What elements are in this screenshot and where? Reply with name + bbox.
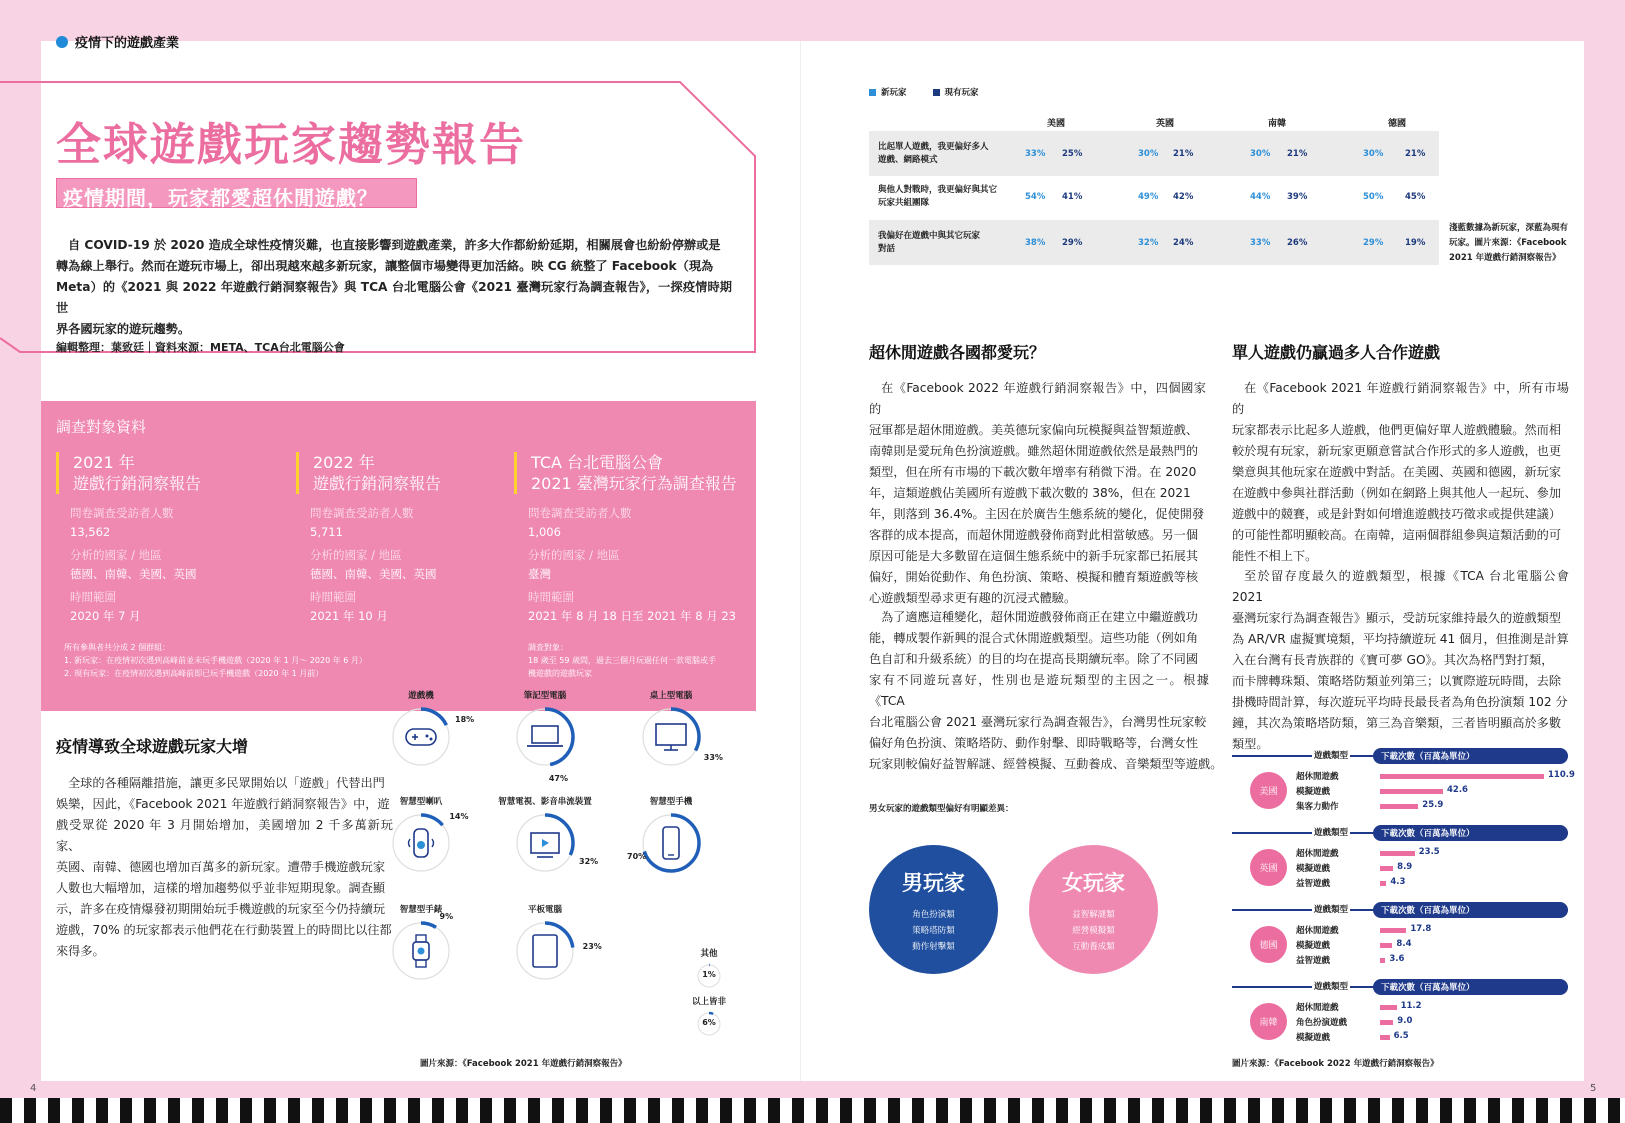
- bar-label: 超休閒遊戲: [1296, 849, 1339, 859]
- device-percent: 33%: [703, 753, 723, 763]
- col-value: 13,562: [70, 525, 111, 539]
- text-line: 年，這類遊戲佔美國所有遊戲下載次數的 38%，但在 2021: [869, 486, 1191, 500]
- bar-label: 集客力動作: [1296, 802, 1339, 812]
- col-label: 問卷調查受訪者人數: [310, 506, 414, 520]
- text-line: 類型，但在所有市場的下載次數年增率有稍微下滑。在 2020: [869, 465, 1197, 479]
- survey-column: [56, 452, 266, 626]
- text-line: 玩家則較偏好益智解謎、經營模擬、互動養成、音樂類型等遊戲。: [869, 757, 1223, 771]
- device-percent: 9%: [439, 911, 454, 921]
- female-item: 益智解謎類: [1072, 910, 1115, 920]
- table-new-value: 44%: [1250, 192, 1271, 202]
- bar-value: 6.5: [1393, 1031, 1409, 1041]
- col-value: 2021 年 10 月: [310, 609, 388, 623]
- bar: [1380, 1005, 1397, 1010]
- bar: [1380, 958, 1385, 963]
- question-line: 玩家共組團隊: [878, 198, 930, 208]
- group-header-pill: 下載次數（百萬為單位）: [1373, 748, 1568, 764]
- col-label: 分析的國家 / 地區: [528, 548, 620, 562]
- table-existing-value: 42%: [1173, 192, 1194, 202]
- col-label: 分析的國家 / 地區: [70, 548, 162, 562]
- smartphone-icon: [663, 827, 679, 859]
- text-line: 樂意與其他玩家在遊戲中對話。在美國、英國和德國，新玩家: [1232, 465, 1562, 479]
- growth-heading: 疫情導致全球遊戲玩家大增: [56, 737, 249, 756]
- bar: [1380, 928, 1406, 933]
- group-header-label: 遊戲類型: [1314, 828, 1349, 838]
- note-line: 調查對象：: [528, 643, 568, 652]
- col-title-line: 2021 臺灣玩家行為調查報告: [531, 474, 737, 493]
- col-value: 臺灣: [528, 567, 551, 581]
- table-existing-value: 45%: [1405, 192, 1426, 202]
- note-line: 機遊戲的遊戲玩家: [528, 669, 592, 678]
- text-line: 冠軍都是超休閒遊戲。美英德玩家偏向玩模擬與益智類遊戲、: [869, 423, 1199, 437]
- bar-label: 模擬遊戲: [1296, 864, 1331, 874]
- bar-value: 25.9: [1422, 800, 1444, 810]
- bar-value: 11.2: [1400, 1001, 1422, 1011]
- bar: [1380, 943, 1392, 948]
- device-ring: [383, 913, 459, 989]
- male-circle: [869, 845, 998, 974]
- bar-label: 超休閒遊戲: [1296, 1003, 1339, 1013]
- device-percent: 47%: [548, 774, 569, 784]
- growth-text: [56, 773, 393, 962]
- bar-label: 模擬遊戲: [1296, 787, 1331, 797]
- device-percent: 23%: [582, 941, 602, 951]
- intro-line: 轉為線上舉行。然而在遊玩市場上，卻出現越來越多新玩家，讓整個市場變得更加活絡。映 CG 統整了 Facebook（現為: [56, 259, 714, 273]
- country-badge: 美國: [1250, 772, 1287, 809]
- legend: [869, 86, 979, 98]
- gamepad-icon: [406, 729, 436, 745]
- intro-line: 界各國玩家的遊玩趨勢。: [56, 322, 191, 336]
- col-value: 5,711: [310, 525, 343, 539]
- bar-value: 42.6: [1446, 785, 1468, 795]
- note-line: 18 歲至 59 歲間，過去三個月玩過任何一款電腦或手: [528, 656, 716, 665]
- note-line: 2021 年遊戲行銷洞察報告》: [1449, 253, 1561, 263]
- col-value: 德國、南韓、美國、英國: [70, 567, 197, 581]
- page-gutter: [800, 41, 801, 1081]
- survey-column-title: [56, 452, 266, 494]
- growth-line: 全球的各種隔離措施，讓更多民眾開始以「遊戲」代替出門: [68, 776, 385, 790]
- col-title-line: 2021 年: [73, 453, 135, 472]
- tablet-icon: [533, 935, 557, 967]
- device-label: 筆記型電腦: [523, 691, 567, 701]
- col-label: 分析的國家 / 地區: [310, 548, 402, 562]
- bar-label: 角色扮演遊戲: [1296, 1018, 1348, 1028]
- text-line: 而卡牌轉珠類、策略塔防類並列第三；以實際遊玩時間，去除: [1232, 674, 1562, 688]
- text-line: 入在台灣有長青族群的《寶可夢 GO》。其次為格鬥對打類，: [1232, 653, 1554, 667]
- question-line: 與他人對戰時，我更偏好與其它: [878, 185, 998, 195]
- growth-line: 人數也大幅增加，這樣的增加趨勢似乎並非短期現象。調查顯: [56, 881, 386, 895]
- table-new-value: 30%: [1250, 149, 1271, 159]
- note-line: 玩家。圖片來源：《Facebook: [1449, 238, 1567, 248]
- bar-label: 超休閒遊戲: [1296, 926, 1339, 936]
- note-line: 1. 新玩家：在疫情初次遇到高峰前並未玩手機遊戲（2020 年 1 月～ 2020 年 6 月）: [64, 656, 367, 665]
- growth-line: 娛樂，因此，《Facebook 2021 年遊戲行銷洞察報告》中，遊: [56, 797, 390, 811]
- bar: [1380, 851, 1415, 856]
- col-title-line: TCA 台北電腦公會: [531, 453, 664, 472]
- text-line: 鐘，其次為策略塔防類，第三為音樂類，三者皆明顯高於多數: [1232, 716, 1562, 730]
- survey-column: [296, 452, 506, 626]
- tv-icon: [531, 833, 559, 857]
- casual-text-1: [869, 378, 1206, 609]
- growth-line: 英國、南韓、德國也增加百萬多的新玩家。遭帶手機遊戲玩家: [56, 860, 386, 874]
- country-badge: 德國: [1250, 926, 1287, 963]
- single-text-1: [1232, 378, 1569, 567]
- text-line: 能，轉成製作新興的混合式休閒遊戲類型。這些功能（例如角: [869, 631, 1199, 645]
- country-badge: 南韓: [1250, 1003, 1287, 1040]
- female-title: 女玩家: [1062, 871, 1125, 895]
- group-header-label: 遊戲類型: [1314, 982, 1349, 992]
- text-line: 臺灣玩家行為調查報告》顯示，受訪玩家維持最久的遊戲類型: [1232, 611, 1562, 625]
- col-value: 2021 年 8 月 18 日至 2021 年 8 月 23: [528, 609, 736, 623]
- table-new-value: 50%: [1363, 192, 1384, 202]
- gender-note: 男女玩家的遊戲類型偏好有明顯差異：: [869, 804, 1014, 814]
- device-percent: 14%: [449, 812, 469, 822]
- single-text-2: [1232, 566, 1569, 755]
- bar-value: 17.8: [1410, 924, 1432, 934]
- device-label: 桌上型電腦: [649, 691, 693, 701]
- smartwatch-icon: [413, 935, 429, 967]
- text-line: 玩家都表示比起多人遊戲，他們更偏好單人遊戲體驗。然而相: [1232, 423, 1562, 437]
- bar-value: 9.0: [1397, 1016, 1413, 1026]
- col-title-line: 2022 年: [313, 453, 375, 472]
- table-existing-value: 21%: [1287, 149, 1308, 159]
- text-line: 掛機時間計算，每次遊玩平均時長最長者為角色扮演類 102 分: [1232, 695, 1568, 709]
- legend-new-label: 新玩家: [881, 88, 907, 98]
- male-item: 策略塔防類: [912, 926, 955, 936]
- table-country-header: 德國: [1388, 119, 1407, 129]
- device-label: 平板電腦: [527, 905, 562, 915]
- text-line: 原因可能是大多數留在這個生態系統中的新手玩家都已拓展其: [869, 549, 1199, 563]
- device-label: 智慧電視、影音串流裝置: [498, 797, 592, 807]
- col-label: 問卷調查受訪者人數: [70, 506, 174, 520]
- female-item: 經營模擬類: [1072, 926, 1115, 936]
- bar-label: 超休閒遊戲: [1296, 772, 1339, 782]
- device-percent: 32%: [579, 856, 599, 866]
- group-header-label: 遊戲類型: [1314, 751, 1349, 761]
- text-line: 在《Facebook 2021 年遊戲行銷洞察報告》中，所有市場的: [1232, 381, 1569, 416]
- bar: [1380, 774, 1544, 779]
- text-line: 心遊戲類型尋求更有趣的沉浸式體驗。: [869, 591, 1077, 605]
- device-ring: [383, 805, 459, 881]
- table-country-header: 南韓: [1268, 119, 1287, 129]
- bar: [1380, 804, 1418, 809]
- text-line: 台北電腦公會 2021 臺灣玩家行為調查報告》，台灣男性玩家較: [869, 715, 1207, 729]
- survey-note-subjects: [528, 641, 748, 680]
- legend-new-swatch: [869, 89, 876, 96]
- device-ring: [633, 699, 709, 775]
- text-line: 色自訂和升級系統）的目的均在提高長期續玩率。除了不同國: [869, 652, 1199, 666]
- col-value: 1,006: [528, 525, 561, 539]
- device-source: 圖片來源：《Facebook 2021 年遊戲行銷洞察報告》: [420, 1059, 627, 1069]
- intro-text: [56, 235, 732, 340]
- bar-label: 益智遊戲: [1296, 879, 1331, 889]
- table-existing-value: 24%: [1173, 238, 1194, 248]
- group-header-pill: 下載次數（百萬為單位）: [1373, 979, 1568, 995]
- bar-value: 110.9: [1548, 770, 1575, 780]
- survey-column-title: [514, 452, 754, 494]
- col-label: 時間範圍: [310, 590, 356, 604]
- text-line: 偏好，開始從動作、角色扮演、策略、模擬和體育類遊戲等核: [869, 570, 1199, 584]
- table-note: [1449, 221, 1568, 266]
- text-line: 類型。: [1232, 737, 1269, 751]
- text-line: 在遊戲中參與社群活動（例如在網路上與其他人一起玩、參加: [1232, 486, 1562, 500]
- page-title: 全球遊戲玩家趨勢報告: [56, 118, 527, 171]
- col-title-line: 遊戲行銷洞察報告: [313, 474, 442, 493]
- table-country-header: 英國: [1156, 119, 1175, 129]
- question-line: 遊戲、網路模式: [878, 155, 938, 165]
- col-value: 德國、南韓、美國、英國: [310, 567, 437, 581]
- text-line: 為了適應這種變化，超休閒遊戲發佈商正在建立中繼遊戲功: [881, 610, 1198, 624]
- group-header-label: 遊戲類型: [1314, 905, 1349, 915]
- table-existing-value: 21%: [1405, 149, 1426, 159]
- note-line: 2. 現有玩家：在疫情初次遇到高峰前即已玩手機遊戲（2020 年 1 月前）: [64, 669, 324, 678]
- section-dot-icon: [56, 36, 68, 48]
- device-label: 智慧型手錶: [399, 905, 443, 915]
- device-ring: [383, 699, 459, 775]
- table-new-value: 29%: [1363, 238, 1384, 248]
- section-tag-label: 疫情下的遊戲產業: [75, 36, 180, 51]
- legend-new: [869, 86, 907, 98]
- table-existing-value: 26%: [1287, 238, 1308, 248]
- bar-label: 模擬遊戲: [1296, 941, 1331, 951]
- credit: 編輯整理：葉致廷｜資料來源：META、TCA台北電腦公會: [56, 341, 345, 354]
- device-label: 遊戲機: [408, 691, 434, 701]
- desktop-icon: [656, 724, 686, 750]
- table-existing-value: 21%: [1173, 149, 1194, 159]
- intro-line: 自 COVID-19 於 2020 造成全球性疫情災難，也直接影響到遊戲產業，許多大作都紛紛延期，相關展會也紛紛停辦或是: [68, 238, 721, 252]
- question-line: 比起單人遊戲，我更偏好多人: [878, 142, 989, 152]
- bar: [1380, 1020, 1393, 1025]
- text-line: 為 AR/VR 虛擬實境類，平均持續遊玩 41 個月，但推測是計算: [1232, 632, 1569, 646]
- bar: [1380, 866, 1393, 871]
- col-value: 2020 年 7 月: [70, 609, 141, 623]
- single-heading: 單人遊戲仍贏過多人合作遊戲: [1232, 343, 1441, 362]
- bar-value: 23.5: [1418, 847, 1440, 857]
- table-existing-value: 41%: [1062, 192, 1083, 202]
- bar-value: 4.3: [1390, 877, 1406, 887]
- table-question: [878, 184, 997, 210]
- text-line: 年，則落到 36.4%。主因在於廣告生態系統的變化，促使開發: [869, 507, 1205, 521]
- device-label: 智慧型喇叭: [399, 797, 443, 807]
- text-line: 至於留存度最久的遊戲類型，根據《TCA 台北電腦公會 2021: [1232, 569, 1569, 604]
- text-line: 遊戲中的競賽，或是針對如何增進遊戲技巧徵求或提供建議）: [1232, 507, 1562, 521]
- col-label: 問卷調查受訪者人數: [528, 506, 632, 520]
- text-line: 客群的成本提高，而超休閒遊戲發佈商對此相當敏感。另一個: [869, 528, 1199, 542]
- device-percent: 70%: [627, 851, 647, 861]
- device-label: 其他: [700, 949, 718, 959]
- table-new-value: 33%: [1250, 238, 1271, 248]
- growth-line: 來得多。: [56, 944, 105, 958]
- table-existing-value: 29%: [1062, 238, 1083, 248]
- col-label: 時間範圍: [528, 590, 574, 604]
- male-item: 動作射擊類: [912, 942, 955, 952]
- bar-value: 8.4: [1396, 939, 1412, 949]
- section-tag: [56, 32, 179, 51]
- growth-line: 遊戲，70% 的玩家都表示他們花在行動裝置上的時間比以往都: [56, 923, 392, 937]
- text-line: 能性不相上下。: [1232, 549, 1318, 563]
- male-title: 男玩家: [902, 871, 965, 895]
- page-number-right: 5: [1590, 1083, 1597, 1094]
- casual-text-2: [869, 607, 1223, 775]
- text-line: 南韓則是愛玩角色扮演遊戲。雖然超休閒遊戲依然是最熱門的: [869, 444, 1199, 458]
- note-line: 所有參與者共分成 2 個群組：: [64, 643, 171, 652]
- growth-line: 戲受眾從 2020 年 3 月開始增加，美國增加 2 千多萬新玩家、: [56, 818, 393, 853]
- table-existing-value: 19%: [1405, 238, 1426, 248]
- device-ring: [507, 805, 583, 881]
- device-percent: 1%: [702, 970, 716, 979]
- download-source: 圖片來源：《Facebook 2022 年遊戲行銷洞察報告》: [1232, 1059, 1439, 1069]
- table-new-value: 32%: [1138, 238, 1159, 248]
- laptop-icon: [527, 726, 563, 746]
- table-existing-value: 39%: [1287, 192, 1308, 202]
- page-number-left: 4: [30, 1083, 37, 1094]
- survey-note-groups: [64, 641, 484, 680]
- bar-label: 模擬遊戲: [1296, 1033, 1331, 1043]
- group-header-pill: 下載次數（百萬為單位）: [1373, 825, 1568, 841]
- table-new-value: 30%: [1138, 149, 1159, 159]
- survey-column: [514, 452, 754, 626]
- subtitle-banner: [56, 178, 417, 208]
- text-line: 的可能性都明顯較高。在南韓，這兩個群組參與這類活動的可: [1232, 528, 1562, 542]
- female-circle: [1029, 845, 1158, 974]
- note-line: 淺藍數據為新玩家，深藍為現有: [1449, 223, 1569, 233]
- legend-existing-swatch: [933, 89, 940, 96]
- country-badge: 英國: [1250, 849, 1287, 886]
- device-ring: [507, 913, 583, 989]
- bar: [1380, 881, 1386, 886]
- group-header-pill: 下載次數（百萬為單位）: [1373, 902, 1568, 918]
- bar-value: 8.9: [1397, 862, 1413, 872]
- table-new-value: 33%: [1025, 149, 1046, 159]
- device-percent: 6%: [702, 1018, 716, 1027]
- table-new-value: 54%: [1025, 192, 1046, 202]
- col-title-line: 遊戲行銷洞察報告: [73, 474, 202, 493]
- text-line: 在《Facebook 2022 年遊戲行銷洞察報告》中，四個國家的: [869, 381, 1206, 416]
- question-line: 對話: [878, 244, 896, 254]
- table-new-value: 38%: [1025, 238, 1046, 248]
- text-line: 偏好角色扮演、策略塔防、動作射擊、即時戰略等，台灣女性: [869, 736, 1199, 750]
- device-percent: 18%: [455, 715, 475, 725]
- question-line: 我偏好在遊戲中與其它玩家: [878, 231, 981, 241]
- text-line: 家有不同遊玩喜好，性別也是遊玩類型的主因之一。根據《TCA: [869, 673, 1209, 708]
- bar: [1380, 1035, 1390, 1040]
- legend-existing-label: 現有玩家: [944, 88, 979, 98]
- subtitle: 疫情期間，玩家都愛超休閒遊戲？: [63, 186, 378, 210]
- survey-heading: 調查對象資料: [56, 418, 147, 436]
- intro-line: Meta）的《2021 與 2022 年遊戲行銷洞察報告》與 TCA 台北電腦公會《2021 臺灣玩家行為調查報告》，一探疫情時期世: [56, 280, 732, 315]
- table-new-value: 30%: [1363, 149, 1384, 159]
- device-label: 以上皆非: [691, 997, 726, 1007]
- bar-label: 益智遊戲: [1296, 956, 1331, 966]
- checker-border: [0, 1098, 1625, 1123]
- table-existing-value: 25%: [1062, 149, 1083, 159]
- table-question: [878, 141, 989, 167]
- female-item: 互動養成類: [1072, 942, 1115, 952]
- table-new-value: 49%: [1138, 192, 1159, 202]
- bar-value: 3.6: [1389, 954, 1405, 964]
- legend-existing: [933, 86, 979, 98]
- col-label: 時間範圍: [70, 590, 116, 604]
- device-label: 智慧型手機: [649, 797, 693, 807]
- text-line: 較於現有玩家，新玩家更願意嘗試合作形式的多人遊戲，也更: [1232, 444, 1562, 458]
- device-ring: [633, 805, 709, 881]
- device-ring: [507, 699, 583, 775]
- table-question: [878, 230, 980, 256]
- table-country-header: 美國: [1047, 119, 1066, 129]
- casual-heading: 超休閒遊戲各國都愛玩？: [869, 343, 1046, 362]
- bar: [1380, 789, 1443, 794]
- survey-column-title: [296, 452, 506, 494]
- male-item: 角色扮演類: [912, 910, 955, 920]
- speaker-icon: [409, 829, 434, 857]
- growth-line: 示，許多在疫情爆發初期開始玩手機遊戲的玩家至今仍持續玩: [56, 902, 386, 916]
